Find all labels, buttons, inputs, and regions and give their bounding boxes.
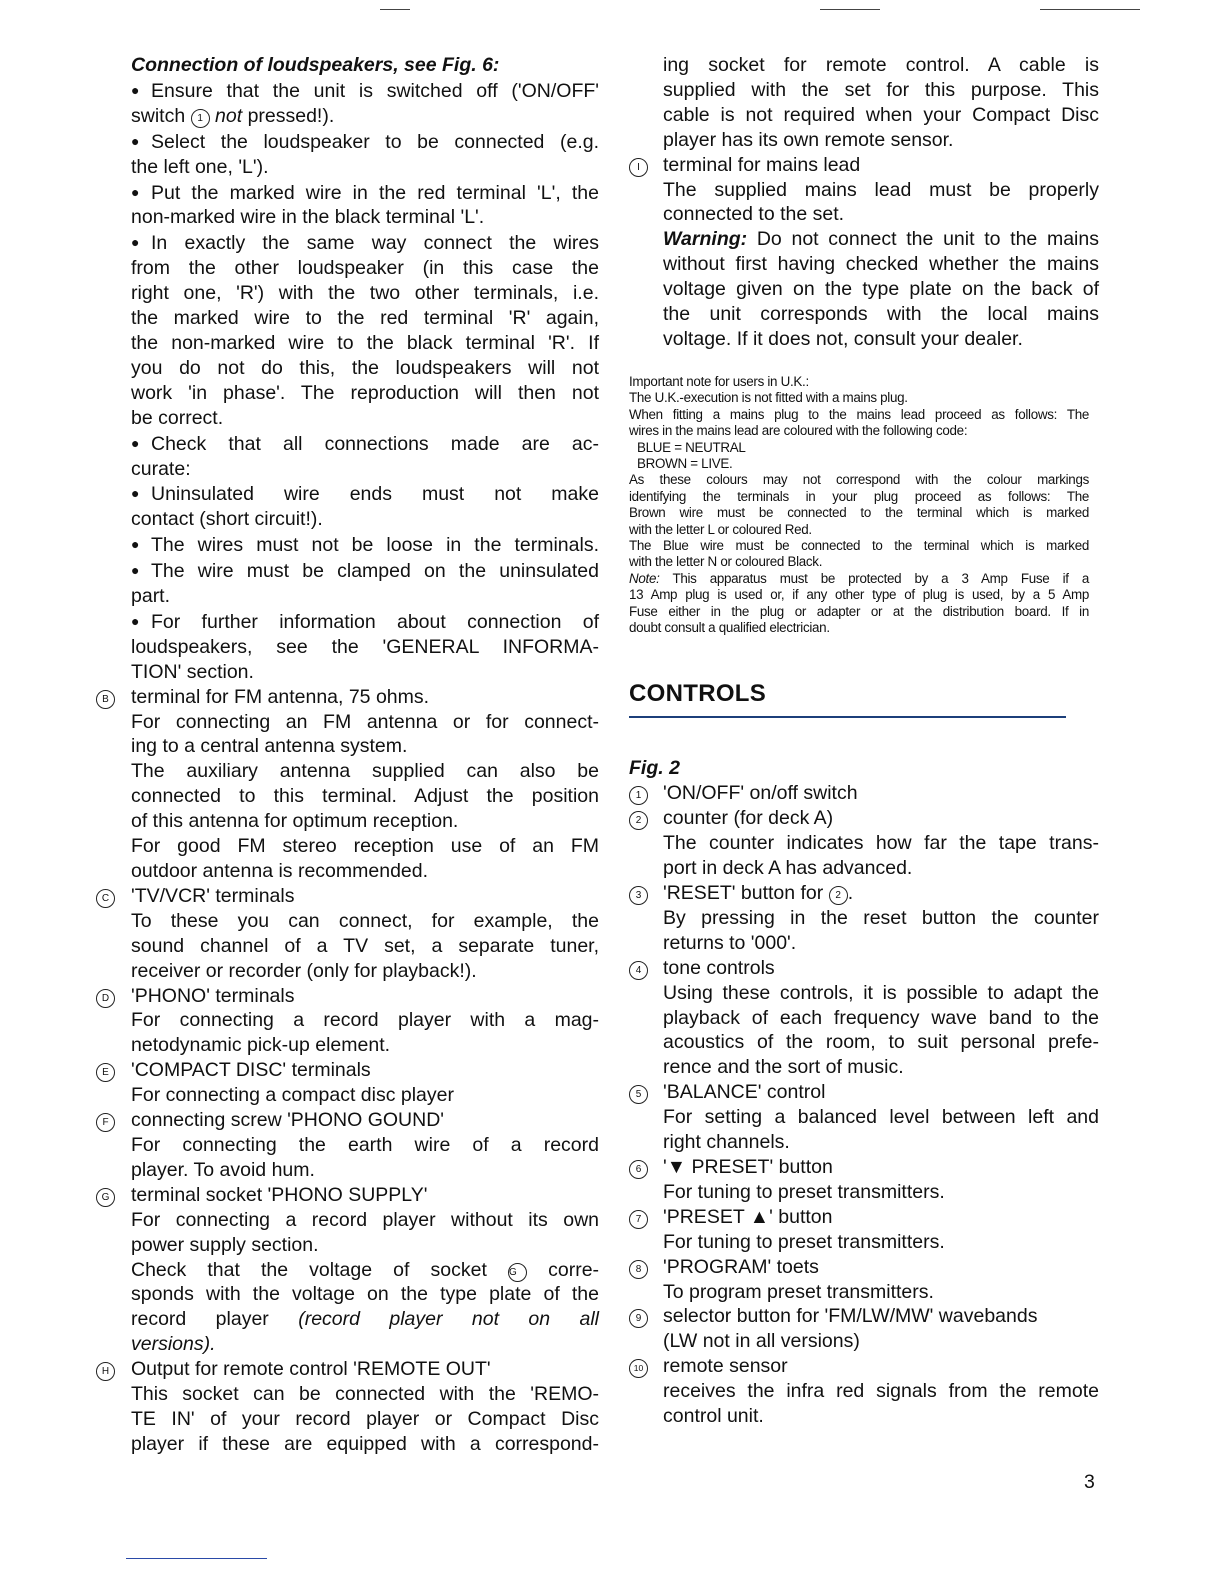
figure-ref: Fig. 2 <box>629 757 680 780</box>
paragraph-line: ● For further information about connection of <box>131 610 599 633</box>
paragraph-line: ● Uninsulated wire ends must not make <box>131 483 599 506</box>
paragraph-line: the left one, 'L'). <box>131 155 269 178</box>
scan-speck <box>1040 9 1140 10</box>
ref-circle: 5 <box>629 1085 648 1104</box>
uk-note: Important note for users in U.K.: The U.K.-execution is not fitted with a mains plug. When fitting a mains plug to the mains lead proceed as follows: The wires in the mains lead are coloured with the following code: BLUE = NEUTRAL BROWN = LIVE. As these colours may not correspond with the colour markings identifying the terminals in your plug proceed as follows: The Brown wire must be connected to the terminal which is marked with the letter L or coloured Red. The Blue wire must be connected to the terminal which is marked with the letter N or coloured Black. Note: This apparatus must be protected by a 3 Amp Fuse if a 13 Amp plug is used or, if any other type of plug is used, by a 5 Amp Fuse either in the plug or adapter or at the distribution board. If in doubt consult a qualified electrician. <box>629 373 1089 635</box>
paragraph-line: ● Check that all connections made are ac- <box>131 432 599 455</box>
controls-list: 1 'ON/OFF' on/off switch 2 counter (for deck A) The counter indicates how far the tape trans- port in deck A has advanced. 3 'RESET' button for 2 . By pressing in the reset button the counter returns to '000'. 4 tone controls Using these controls, it is possible to adapt the playback of each frequency wave band to the acoustics of the room, to suit personal prefe- rence and the sort of music. 5 'BALANCE' control For setting a balanced level between left and right channels. 6 '▼ PRESET' button For tuning to preset transmitters. 7 'PRESET ▲' button For tuning to preset transmitters. 8 'PROGRAM' toets To program preset transmitters. 9 selector button for 'FM/LW/MW' wavebands (LW not in all versions) 10 remote sensor receives the infra red signals from the remote control unit. <box>629 781 1099 1429</box>
ref-circle: B <box>96 690 115 709</box>
paragraph-line: ● The wire must be clamped on the uninsulated <box>131 560 599 583</box>
bullet-icon: ● <box>131 434 140 451</box>
paragraph-line: be correct. <box>131 406 224 429</box>
ref-circle: G <box>96 1188 115 1207</box>
ref-circle: 8 <box>629 1260 648 1279</box>
paragraph-line: part. <box>131 585 171 608</box>
paragraph-line: work 'in phase'. The reproduction will then not <box>131 381 599 404</box>
ref-circle: 3 <box>629 886 648 905</box>
bullet-icon: ● <box>131 234 140 251</box>
terminal-c-item: C 'TV/VCR' terminals To these you can connect, for example, the sound channel of a TV set, a separate tuner, receiver or recorder (only for playback!). <box>96 884 599 984</box>
paragraph-line: curate: <box>131 457 191 480</box>
ref-circle: G <box>508 1263 527 1282</box>
bullet-icon: ● <box>131 132 140 149</box>
paragraph-line: switch 1 not pressed!). <box>131 104 335 127</box>
terminal-d-item: D 'PHONO' terminals For connecting a record player with a mag- netodynamic pick-up element. <box>96 984 599 1059</box>
terminal-i-item: I terminal for mains lead The supplied mains lead must be properly connected to the set. Warning: Do not connect the unit to the mains without first having checked whether the mains voltage given on the type plate on the back of the unit corresponds with the local mains voltage. If it does not, consult your dealer. <box>629 153 1099 352</box>
paragraph-line: you do not do this, the loudspeakers will not <box>131 356 599 379</box>
bullet-icon: ● <box>131 81 140 98</box>
paragraph-line: ● Ensure that the unit is switched off ('ON/OFF' <box>131 79 599 102</box>
loudspeaker-connection-title: Connection of loudspeakers, see Fig. 6: <box>131 54 500 76</box>
left-column <box>101 53 600 1457</box>
paragraph-line: the marked wire to the red terminal 'R' again, <box>131 307 599 330</box>
bullet-icon: ● <box>131 536 140 553</box>
paragraph-line: from the other loudspeaker (in this case the <box>131 257 599 280</box>
paragraph-line: ● Put the marked wire in the red terminal 'L', the <box>131 181 599 204</box>
paragraph-line: non-marked wire in the black terminal 'L'. <box>131 206 485 229</box>
ref-circle: 4 <box>629 961 648 980</box>
ref-circle: 2 <box>629 811 648 830</box>
ref-circle: E <box>96 1063 115 1082</box>
warning-label: Warning: <box>663 228 748 251</box>
paragraph-line: TION' section. <box>131 660 254 683</box>
ref-circle: 2 <box>829 886 848 905</box>
ref-circle: I <box>629 158 648 177</box>
bullet-icon: ● <box>131 562 140 579</box>
scan-speck <box>380 9 410 10</box>
terminal-h-item: H Output for remote control 'REMOTE OUT' This socket can be connected with the 'REMO- TE IN' of your record player or Compact Disc player if these are equipped with a correspond- <box>96 1357 599 1457</box>
terminal-f-item: F connecting screw 'PHONO GOUND' For connecting the earth wire of a record player. To avoid hum. <box>96 1108 599 1183</box>
terminal-g-item: G terminal socket 'PHONO SUPPLY' For connecting a record player without its own power supply section. Check that the voltage of socket G corre- sponds with the voltage on the type plate of the record player (record player not on all versions). <box>96 1183 599 1357</box>
ref-circle: 7 <box>629 1210 648 1229</box>
ref-circle: 1 <box>191 109 210 128</box>
ref-circle: 10 <box>629 1359 648 1378</box>
ref-circle: F <box>96 1113 115 1132</box>
ref-circle: H <box>96 1362 115 1381</box>
terminal-e-item: E 'COMPACT DISC' terminals For connecting a compact disc player <box>96 1058 599 1108</box>
ref-circle: D <box>96 989 115 1008</box>
bullet-icon: ● <box>131 612 140 629</box>
paragraph-line: right one, 'R') with the two other terminals, i.e. <box>131 282 599 305</box>
ref-circle: 6 <box>629 1160 648 1179</box>
right-column <box>629 53 1099 1429</box>
bullet-icon: ● <box>131 183 140 200</box>
paragraph-line: contact (short circuit!). <box>131 508 323 531</box>
controls-heading: CONTROLS <box>629 680 1066 718</box>
paragraph-line: ● The wires must not be loose in the terminals. <box>131 534 599 557</box>
bullet-icon: ● <box>131 485 140 502</box>
scan-artifact-line <box>126 1558 267 1559</box>
ref-circle: 9 <box>629 1309 648 1328</box>
ref-circle: C <box>96 889 115 908</box>
remote-out-continuation: ing socket for remote control. A cable is supplied with the set for this purpose. This cable is not required when your Compact Disc player has its own remote sensor. <box>663 54 1099 151</box>
ref-circle: 1 <box>629 786 648 805</box>
scan-speck <box>820 9 880 10</box>
paragraph-line: loudspeakers, see the 'GENERAL INFORMA- <box>131 635 599 658</box>
page-number: 3 <box>1084 1471 1095 1493</box>
terminal-b-item: B terminal for FM antenna, 75 ohms. For connecting an FM antenna or for connect- ing to a central antenna system. The auxiliary antenna supplied can also be connected to this terminal. Adjust the position of this antenna for optimum reception. For good FM stereo reception use of an FM outdoor antenna is recommended. <box>96 685 599 884</box>
paragraph-line: ● Select the loudspeaker to be connected (e.g. <box>131 130 599 153</box>
paragraph-line: ● In exactly the same way connect the wires <box>131 232 599 255</box>
paragraph-line: the non-marked wire to the black terminal 'R'. If <box>131 331 599 354</box>
